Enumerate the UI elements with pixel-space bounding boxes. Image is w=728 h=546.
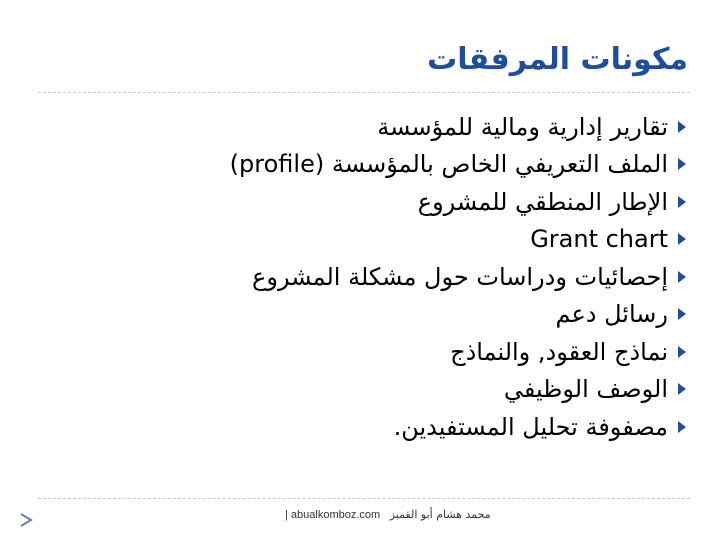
bullet-arrow-icon: [674, 382, 688, 396]
bullet-list: [128, 108, 688, 446]
footer: [285, 508, 491, 521]
list-item: [128, 371, 688, 409]
bullet-arrow-icon: [674, 420, 688, 434]
bullet-arrow-icon: [674, 270, 688, 284]
bullet-arrow-icon: [674, 307, 688, 321]
list-item: [128, 108, 688, 146]
bullet-arrow-icon: [674, 232, 688, 246]
bullet-text: إحصائيات ودراسات حول مشكلة المشروع: [252, 262, 668, 291]
bullet-text: مصفوفة تحليل المستفيدين.: [393, 412, 668, 441]
list-item: [128, 296, 688, 334]
list-item: [128, 183, 688, 221]
bullet-arrow-icon: [674, 345, 688, 359]
list-item: [128, 221, 688, 259]
title-divider: [38, 92, 690, 93]
bullet-text: الوصف الوظيفي: [503, 375, 668, 404]
footer-site: | abualkomboz.com: [285, 509, 381, 521]
footer-divider: [38, 498, 690, 499]
bullet-text: الملف التعريفي الخاص بالمؤسسة (profile): [229, 150, 668, 179]
footer-author: محمد هشام أبو القمبز: [389, 508, 491, 521]
list-item: [128, 408, 688, 446]
bullet-text: الإطار المنطقي للمشروع: [417, 187, 668, 216]
bullet-text: تقارير إدارية ومالية للمؤسسة: [377, 112, 668, 141]
bullet-arrow-icon: [674, 157, 688, 171]
bullet-text: رسائل دعم: [555, 300, 668, 329]
list-item: [128, 333, 688, 371]
chevron-icon: [18, 512, 34, 528]
bullet-arrow-icon: [674, 195, 688, 209]
bullet-text: نماذج العقود, والنماذج: [450, 337, 668, 366]
bullet-text: Grant chart: [530, 225, 668, 254]
list-item: [128, 146, 688, 184]
list-item: [128, 258, 688, 296]
slide-title: مكونات المرفقات: [427, 42, 688, 77]
bullet-arrow-icon: [674, 120, 688, 134]
